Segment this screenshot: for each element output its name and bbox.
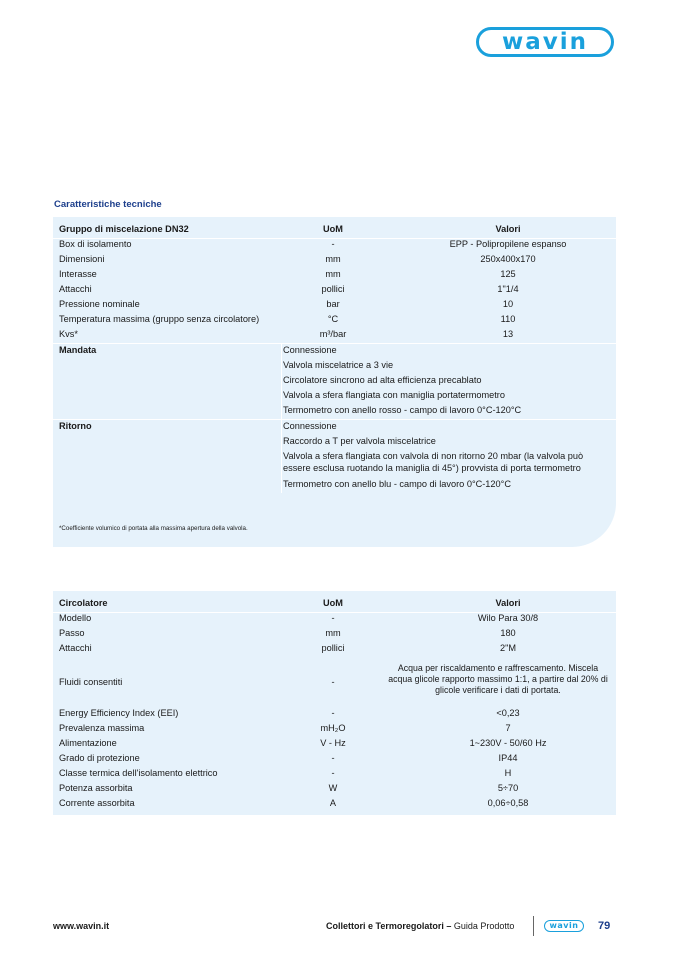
row-uom: bar [326,299,340,309]
row-label: Corrente assorbita [59,798,135,808]
header-values: Valori [495,598,521,608]
mandata-label: Mandata [59,345,97,355]
row-label: Fluidi consentiti [59,677,123,687]
table-header [53,596,616,611]
table-row [53,297,616,312]
table-row [53,611,616,626]
row-label: Prevalenza massima [59,723,145,733]
website-url[interactable]: www.wavin.it [53,921,110,931]
row-label: Potenza assorbita [59,783,133,793]
table-row [53,781,616,796]
row-value: 2"M [499,643,517,653]
row-value: IP44 [498,753,518,763]
table-row [53,312,616,327]
row-uom: mm [325,254,341,264]
row-label: Attacchi [59,643,92,653]
row-uom: - [331,768,335,778]
row-value: <0,23 [496,708,520,718]
row-label: Energy Efficiency Index (EEI) [59,708,179,718]
ritorno-row [53,434,616,449]
row-label: Modello [59,613,92,623]
table-row [53,252,616,267]
table-row [53,736,616,751]
row-uom: - [331,677,335,687]
row-label: Passo [59,628,85,638]
row-uom: - [331,239,335,249]
table-row [53,641,616,656]
row-uom: - [331,708,335,718]
row-label: Box di isolamento [59,239,132,249]
mandata-item: Connessione [283,345,337,355]
row-label: Grado di protezione [59,753,140,763]
table-row [53,706,616,721]
table-row [53,766,616,781]
row-uom: mm [325,269,341,279]
document-title-bold: Collettori e Termoregolatori – [326,921,452,931]
document-title [326,921,514,931]
row-value: 13 [502,329,514,339]
mandata-item: Termometro con anello rosso - campo di lavoro 0°C-120°C [283,405,522,415]
table-row [53,267,616,282]
row-value: 180 [500,628,516,638]
row-uom: W [328,783,338,793]
mandata-item: Valvola a sfera flangiata con maniglia portatermometro [283,390,505,400]
row-uom: A [329,798,337,808]
row-label: Kvs* [59,329,78,339]
row-uom: mm [325,628,341,638]
row-uom: pollici [321,284,345,294]
row-value: EPP - Polipropilene espanso [449,239,567,249]
row-value: 1~230V - 50/60 Hz [469,738,547,748]
row-uom: m³/bar [319,329,347,339]
section-title: Caratteristiche tecniche [54,199,162,210]
row-value: 110 [500,314,516,324]
row-label: Classe termica dell'isolamento elettrico [59,768,218,778]
footnote: *Coefficiente volumico di portata alla massima apertura della valvola. [59,525,248,532]
table-header [53,222,616,237]
page-number: 79 [598,920,611,932]
ritorno-row [53,419,616,434]
document-title-rest: Guida Prodotto [451,921,515,931]
circulator-table [53,591,616,815]
ritorno-label: Ritorno [59,421,92,431]
ritorno-row [53,477,616,492]
row-uom: pollici [321,643,345,653]
row-value: 0,06÷0,58 [487,798,529,808]
row-value: 10 [502,299,514,309]
mandata-row [53,343,616,358]
row-value: 7 [505,723,511,733]
table-row [53,282,616,297]
row-label: Pressione nominale [59,299,140,309]
table-row [53,237,616,252]
row-uom: °C [327,314,339,324]
ritorno-row [53,450,616,476]
row-label: Interasse [59,269,97,279]
header-label: Circolatore [59,598,108,608]
ritorno-item: Valvola a sfera flangiata con valvola di non ritorno 20 mbar (la valvola può essere esclusa ruotando la maniglia di 45°) provvista di porta termometro [283,451,584,473]
ritorno-item: Raccordo a T per valvola miscelatrice [283,436,436,446]
table-row [53,327,616,342]
row-value: 5÷70 [497,783,519,793]
row-value: Acqua per riscaldamento e raffrescamento. Miscela acqua glicole rapporto massimo 1:1, a partire dal 20% di glicole verificare i dati di portata. [388,663,608,695]
table-row [53,626,616,641]
ritorno-item: Termometro con anello blu - campo di lavoro 0°C-120°C [283,479,511,489]
row-value: 125 [500,269,516,279]
header-uom: UoM [323,598,343,608]
mixing-group-table [53,217,616,547]
row-uom: V - Hz [320,738,346,748]
table-row [53,663,616,703]
row-value: 1"1/4 [497,284,519,294]
ritorno-item: Connessione [283,421,337,431]
row-value: Wilo Para 30/8 [477,613,539,623]
header-values: Valori [495,224,521,234]
wavin-mini-logo: wavin [544,920,584,932]
table-row [53,721,616,736]
row-label: Temperatura massima (gruppo senza circolatore) [59,314,260,324]
row-uom: mH₂O [320,723,346,733]
row-value: H [504,768,512,778]
row-label: Alimentazione [59,738,117,748]
header-uom: UoM [323,224,343,234]
table-row [53,751,616,766]
row-label: Attacchi [59,284,92,294]
row-label: Dimensioni [59,254,105,264]
header-label: Gruppo di miscelazione DN32 [59,224,189,234]
table-row [53,796,616,811]
footer-divider [533,916,534,936]
mandata-row [53,403,616,418]
mandata-row [53,388,616,403]
row-uom: - [331,613,335,623]
mandata-row [53,373,616,388]
wavin-logo: wavin [476,27,614,57]
mandata-item: Circolatore sincrono ad alta efficienza precablato [283,375,482,385]
mandata-item: Valvola miscelatrice a 3 vie [283,360,394,370]
row-uom: - [331,753,335,763]
mandata-row [53,358,616,373]
row-value: 250x400x170 [480,254,536,264]
